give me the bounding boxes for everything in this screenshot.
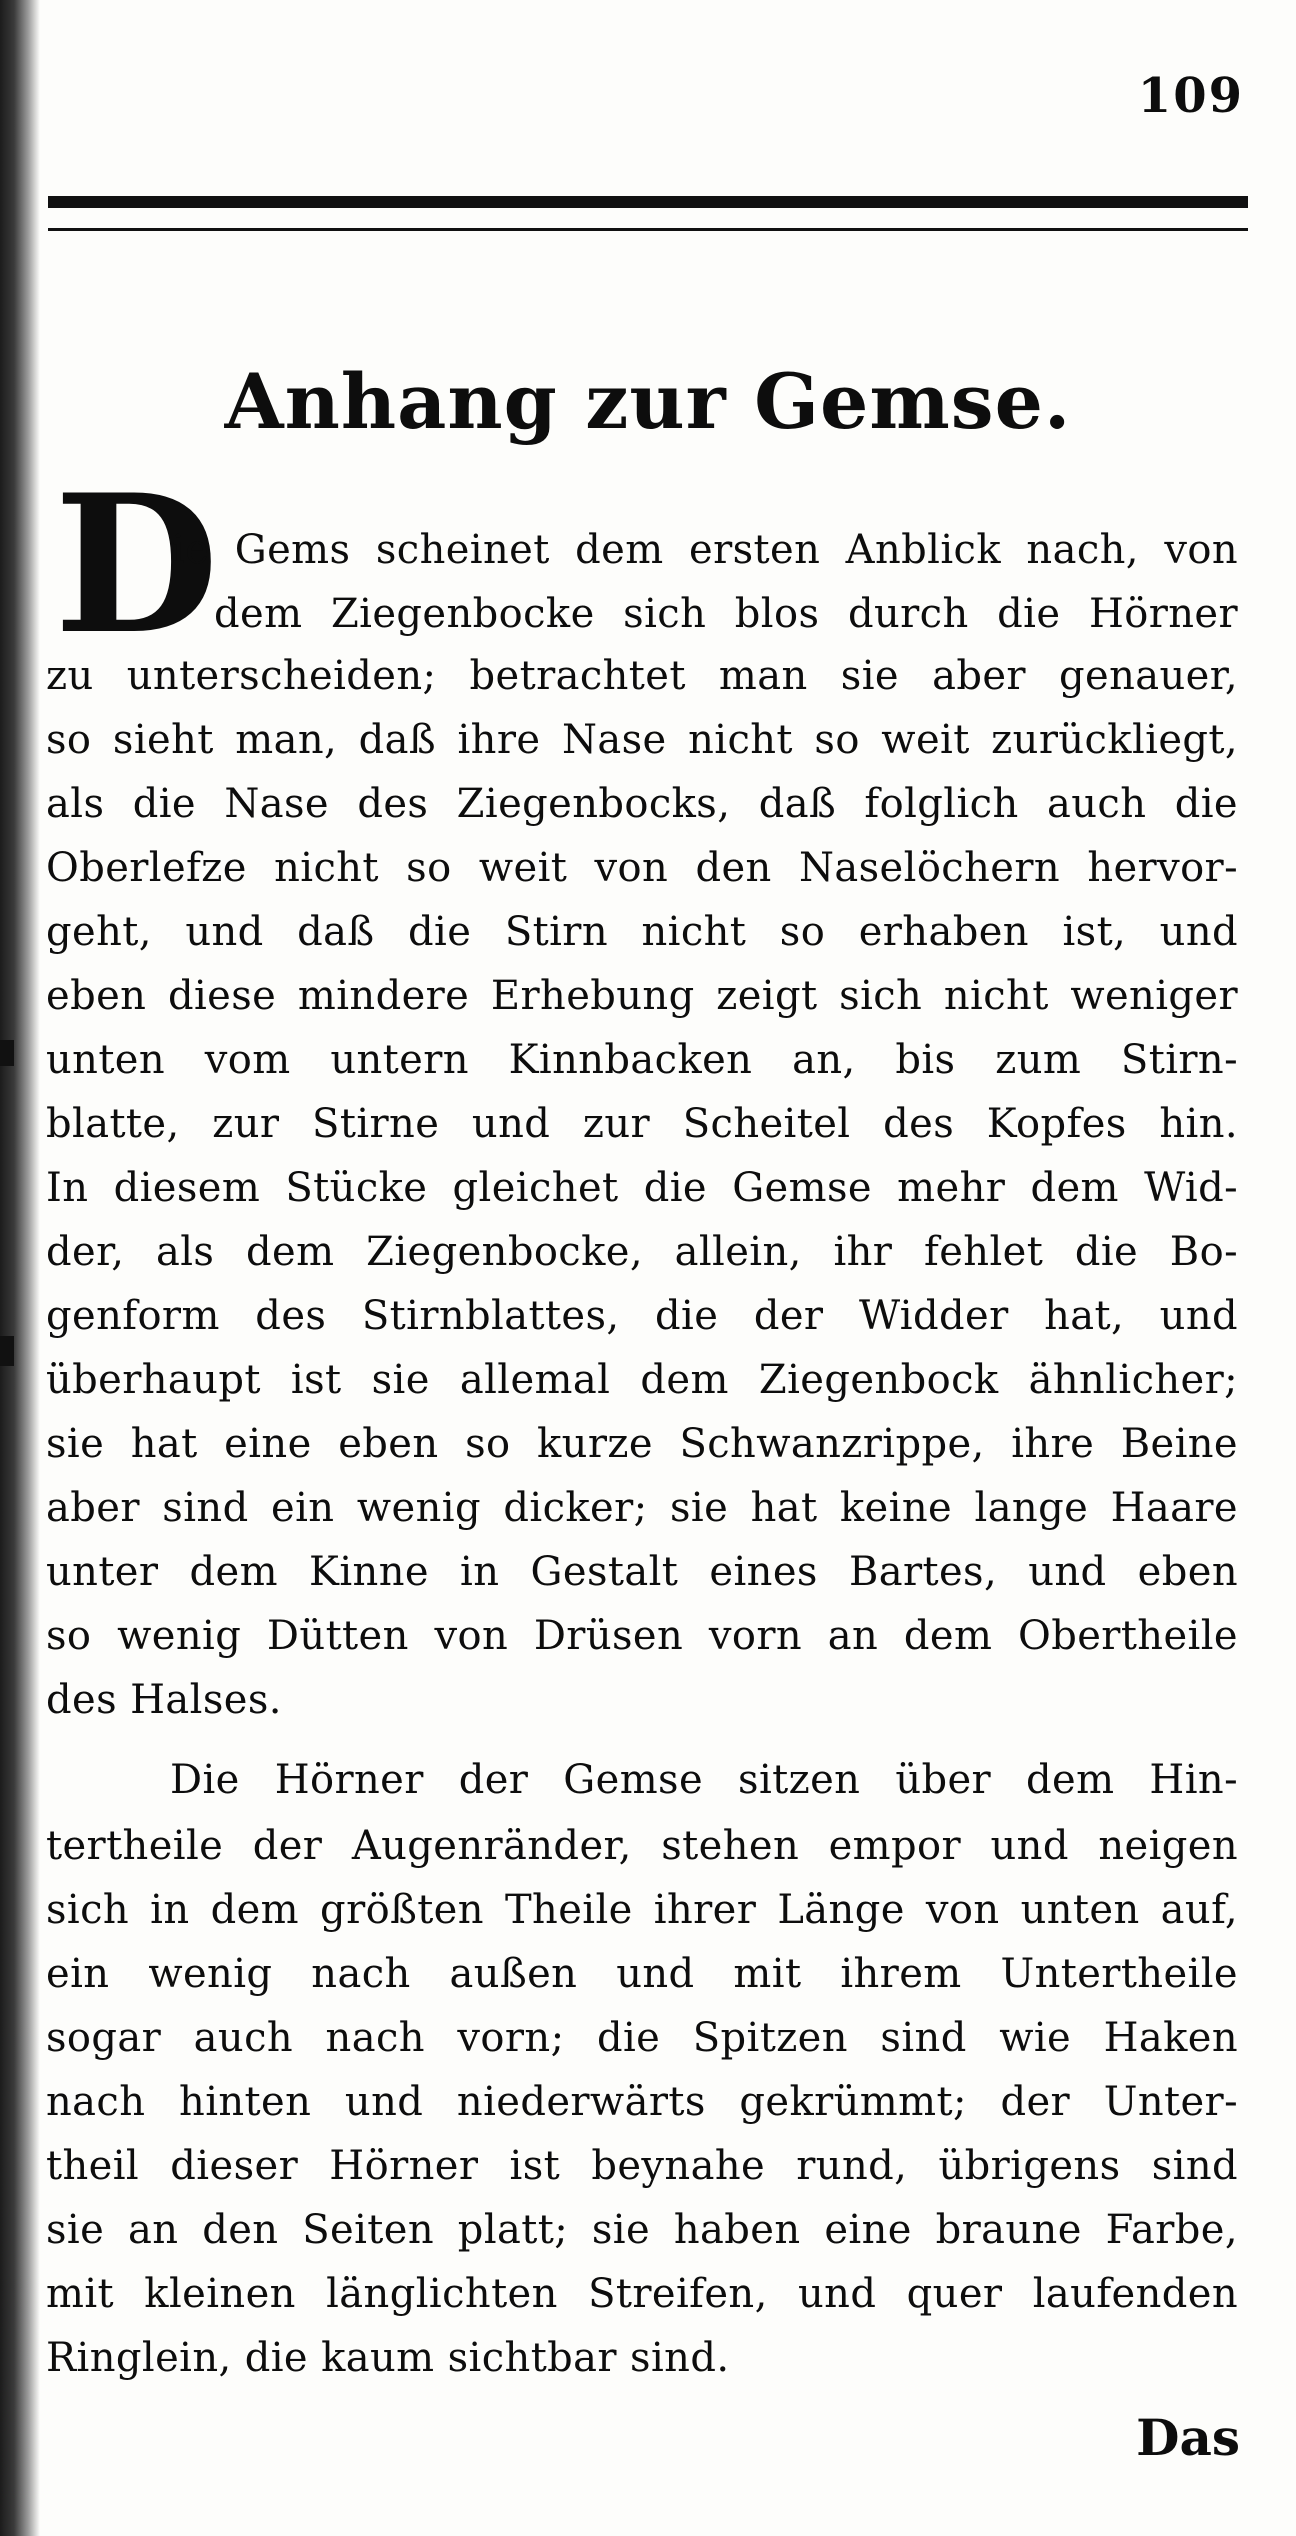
text-line: nach hinten und niederwärts gekrümmt; der Unter- bbox=[46, 2079, 1238, 2125]
text-line: unter dem Kinne in Gestalt eines Bartes, und eben bbox=[46, 1549, 1238, 1595]
text-line: sie hat eine eben so kurze Schwanzrippe, ihre Beine bbox=[46, 1421, 1238, 1467]
text-line: der, als dem Ziegenbocke, allein, ihr fehlet die Bo- bbox=[46, 1229, 1238, 1275]
text-line: genform des Stirnblattes, die der Widder hat, und bbox=[46, 1293, 1238, 1339]
text-line: des Halses. bbox=[46, 1677, 282, 1723]
text-line: In diesem Stücke gleichet die Gemse mehr dem Wid- bbox=[46, 1165, 1238, 1211]
text-line: überhaupt ist sie allemal dem Ziegenbock ähnlicher; bbox=[46, 1357, 1238, 1403]
header-rule-thin bbox=[48, 228, 1248, 231]
text-line: dem Ziegenbocke sich blos durch die Hörner bbox=[214, 591, 1238, 637]
text-line: blatte, zur Stirne und zur Scheitel des Kopfes hin. bbox=[46, 1101, 1238, 1147]
text-line: theil dieser Hörner ist beynahe rund, übrigens sind bbox=[46, 2143, 1238, 2189]
text-line: eben diese mindere Erhebung zeigt sich nicht weniger bbox=[46, 973, 1238, 1019]
page-number: 109 bbox=[1137, 68, 1244, 124]
text-line: sich in dem größten Theile ihrer Länge von unten auf, bbox=[46, 1887, 1238, 1933]
text-line: Die Hörner der Gemse sitzen über dem Hin- bbox=[170, 1757, 1238, 1803]
text-line: unten vom untern Kinnbacken an, bis zum Stirn- bbox=[46, 1037, 1238, 1083]
chapter-heading: Anhang zur Gemse. bbox=[224, 357, 1072, 446]
text-line: ie Gems scheinet dem ersten Anblick nach, von bbox=[172, 527, 1238, 573]
text-line: zu unterscheiden; betrachtet man sie aber genauer, bbox=[46, 653, 1238, 699]
text-line: Oberlefze nicht so weit von den Naselöchern hervor- bbox=[46, 845, 1238, 891]
text-line: aber sind ein wenig dicker; sie hat keine lange Haare bbox=[46, 1485, 1238, 1531]
gutter-mark bbox=[0, 1040, 14, 1066]
text-line: tertheile der Augenränder, stehen empor und neigen bbox=[46, 1823, 1238, 1869]
text-line: sie an den Seiten platt; sie haben eine braune Farbe, bbox=[46, 2207, 1238, 2253]
text-line: als die Nase des Ziegenbocks, daß folglich auch die bbox=[46, 781, 1238, 827]
text-line: so sieht man, daß ihre Nase nicht so weit zurückliegt, bbox=[46, 717, 1238, 763]
text-line: ein wenig nach außen und mit ihrem Untertheile bbox=[46, 1951, 1238, 1997]
header-rule-thick bbox=[48, 196, 1248, 208]
text-line: so wenig Dütten von Drüsen vorn an dem Obertheile bbox=[46, 1613, 1238, 1659]
text-line: geht, und daß die Stirn nicht so erhaben ist, und bbox=[46, 909, 1238, 955]
text-line: mit kleinen länglichten Streifen, und quer laufenden bbox=[46, 2271, 1238, 2317]
drop-cap: D bbox=[54, 453, 219, 676]
catchword: Das bbox=[1136, 2408, 1240, 2467]
text-line: Ringlein, die kaum sichtbar sind. bbox=[46, 2335, 730, 2381]
gutter-mark bbox=[0, 1336, 14, 1366]
text-line: sogar auch nach vorn; die Spitzen sind wie Haken bbox=[46, 2015, 1238, 2061]
